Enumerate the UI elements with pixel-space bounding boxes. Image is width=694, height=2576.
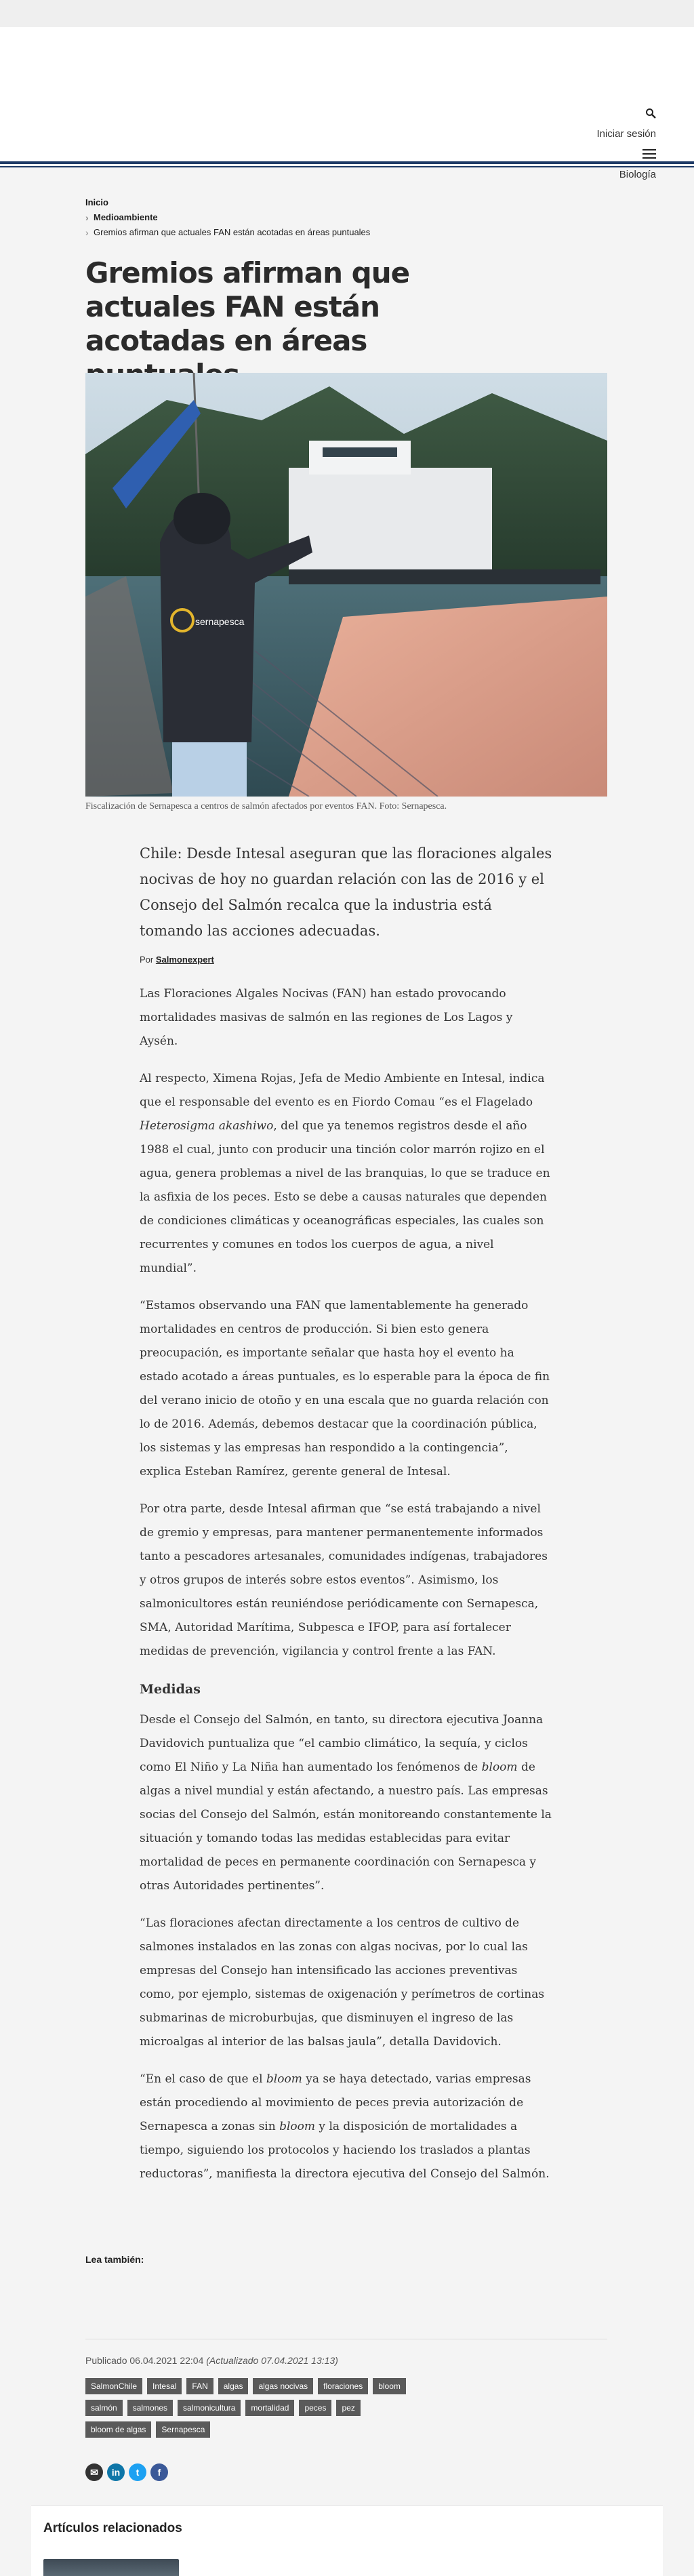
- tag-link[interactable]: bloom: [373, 2378, 406, 2394]
- tag-link[interactable]: bloom de algas: [85, 2421, 151, 2438]
- header-divider: [0, 166, 694, 167]
- section-heading: Medidas: [140, 1682, 201, 1697]
- login-link[interactable]: Iniciar sesión: [596, 127, 656, 140]
- page-title: Gremios afirman que actuales FAN están acotadas en áreas: [85, 256, 410, 357]
- tag-link[interactable]: mortalidad: [245, 2400, 294, 2416]
- tag-link[interactable]: Intesal: [147, 2378, 182, 2394]
- author-link[interactable]: Salmonexpert: [155, 954, 214, 965]
- paragraph: Las Floraciones Algales Nocivas (FAN) han estado provocando mortalidades masivas de salmón en las regiones de Los Lagos y Aysén.: [140, 987, 513, 1048]
- menu-icon[interactable]: [642, 148, 656, 159]
- breadcrumb-home[interactable]: Inicio: [85, 197, 108, 207]
- tag-link[interactable]: salmones: [127, 2400, 173, 2416]
- tag-link[interactable]: algas nocivas: [253, 2378, 313, 2394]
- byline-prefix: Por: [140, 954, 154, 965]
- section-link[interactable]: Biología: [619, 168, 656, 180]
- paragraph: Desde el Consejo del Salmón, en tanto, su directora ejecutiva Joanna Davidovich puntualiza que “el cambio climático, la sequía, y ciclos como El Niño y La Niña han aumentado los fenómenos de bloom de algas a nivel mundial y están afectando, a nuestro país. Las empresas socias del Consejo del Salmón, están monitoreando constantemente la situación y tomando todas las medidas establecidas para evitar mortalidad de peces en permanente coordinación con Sernapesca y otras Autoridades pertinentes”.: [140, 1713, 552, 1893]
- tag-link[interactable]: algas: [218, 2378, 249, 2394]
- tag-link[interactable]: FAN: [186, 2378, 213, 2394]
- tag-link[interactable]: Sernapesca: [156, 2421, 210, 2438]
- tag-list: [85, 2378, 424, 2438]
- related-articles: [31, 2505, 663, 2576]
- article-body: [140, 841, 553, 2186]
- tag-link[interactable]: salmón: [85, 2400, 123, 2416]
- image-caption: Fiscalización de Sernapesca a centros de salmón afectados por eventos FAN. Foto: Sernapesca.: [85, 801, 447, 811]
- paragraph: Al respecto, Ximena Rojas, Jefa de Medio Ambiente en Intesal, indica que el responsable del evento es en Fiordo Comau “es el Flagelado Heterosigma akashiwo, del que ya tenemos registros desde el año 1988 el cual, junto con producir una tinción color marrón rojizo en el agua, genera problemas a nivel de las branquias, lo que se traduce en la asfixia de los peces. Esto se debe a causas naturales que dependen de condiciones climáticas y oceanográficas especiales, las cuales son recurrentes y comunes en todos los cuerpos de agua, a nivel mundial”.: [140, 1072, 550, 1275]
- paragraph: “En el caso de que el bloom ya se haya detectado, varias empresas están procediendo al movimiento de peces previa autorización de Sernapesca a zonas sin bloom y la disposición de mortalidades a tiempo, siguiendo los protocolos y haciendo los traslados a plantas reductoras”, manifiesta la directora ejecutiva del Consejo del Salmón.: [140, 2072, 550, 2181]
- search-icon[interactable]: [645, 108, 656, 119]
- article-lead: Chile: Desde Intesal aseguran que las floraciones algales nocivas de hoy no guardan relación con las de 2016 y el Consejo del Salmón recalca que la industria está tomando las acciones adecuadas.: [140, 845, 552, 939]
- site-header: [0, 27, 694, 180]
- byline: [140, 954, 553, 965]
- read-also-label: Lea también:: [85, 2254, 144, 2265]
- top-strip: [0, 0, 694, 27]
- tag-link[interactable]: salmonicultura: [178, 2400, 241, 2416]
- email-share-icon[interactable]: ✉: [85, 2463, 103, 2481]
- publish-date: Publicado 06.04.2021 22:04 (Actualizado 07.04.2021 13:13): [85, 2355, 338, 2366]
- tag-link[interactable]: SalmonChile: [85, 2378, 142, 2394]
- tag-link[interactable]: floraciones: [318, 2378, 368, 2394]
- paragraph: Por otra parte, desde Intesal afirman que “se está trabajando a nivel de gremio y empresas, para mantener permanentemente informados tanto a pescadores artesanales, comunidades indígenas, trabajadores y otros grupos de interés sobre estos eventos”. Asimismo, los salmonicultores están reuniéndose periódicamente con Sernapesca, SMA, Autoridad Marítima, Subpesca e IFOP, para así fortalecer medidas de prevención, vigilancia y control frente a las FAN.: [140, 1502, 548, 1658]
- linkedin-share-icon[interactable]: in: [107, 2463, 125, 2481]
- twitter-share-icon[interactable]: t: [129, 2463, 146, 2481]
- related-thumbnail[interactable]: [43, 2559, 179, 2576]
- related-title: Artículos relacionados: [43, 2521, 182, 2535]
- facebook-share-icon[interactable]: f: [150, 2463, 168, 2481]
- header-tools: [561, 103, 656, 184]
- hero-logo-text: sernapesca: [195, 616, 245, 627]
- breadcrumb-category[interactable]: › Medioambiente: [85, 210, 370, 225]
- hero-image: [85, 373, 607, 797]
- share-buttons: [85, 2463, 168, 2481]
- breadcrumb: [85, 195, 370, 240]
- tag-link[interactable]: pez: [336, 2400, 360, 2416]
- breadcrumb-current: › Gremios afirman que actuales FAN están acotadas en áreas puntuales: [85, 225, 370, 240]
- tag-link[interactable]: peces: [299, 2400, 331, 2416]
- paragraph: “Las floraciones afectan directamente a los centros de cultivo de salmones instalados en las zonas con algas nocivas, por lo cual las empresas del Consejo han intensificado las acciones preventivas como, por ejemplo, sistemas de oxigenación y perímetros de cortinas submarinas de microburbujas, que disminuyen el ingreso de las microalgas al interior de las balsas jaula”, detalla Davidovich.: [140, 1916, 545, 2049]
- paragraph: “Estamos observando una FAN que lamentablemente ha generado mortalidades en centros de producción. Si bien esto genera preocupación, es importante señalar que hasta hoy el evento ha estado acotado a áreas puntuales, es lo esperable para la época de fin del verano inicio de otoño y en una escala que no guarda relación con lo de 2016. Además, debemos destacar que la coordinación pública, los sistemas y las empresas han respondido a la contingencia”, explica Esteban Ramírez, gerente general de Intesal.: [140, 1299, 550, 1478]
